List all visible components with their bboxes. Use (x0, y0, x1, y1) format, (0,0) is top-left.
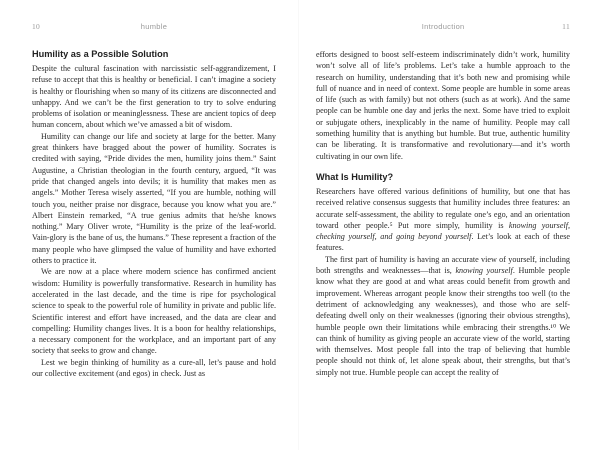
right-page-number: 11 (562, 22, 570, 31)
left-running-header (32, 22, 276, 31)
paragraph: Despite the cultural fascination with narcissistic self-aggrandizement, I refuse to accept that this is healthy or beneficial. I can’t imagine a society is healthy or flourishing when so many of its citizens are disconnected and unhappy. And we can’t be the first generation to try to solve enduring problems of isolation or meaninglessness. These are ancient topics of deep human concern, about which we’ve amassed a bit of wisdom. (32, 64, 276, 130)
paragraph: efforts designed to boost self-esteem indiscriminately didn’t work, humility won’t solve all of life’s problems. Let’s take a humble approach to the research on humility, understanding that it’s both new and promising while full of nuance and in need of context. Some people are humble in some areas of life (such as with family) but not others (such as at work). And the same people can be humble one day and jerks the next. Some have tried to exploit or subjugate others, inexplicably in the name of humility. People may call something humility that is anything but humble. But true, authentic humility can be liberating. It is transformative and revolutionary—and it’s worth cultivating in our own life. (316, 50, 570, 161)
left-running-head: humble (140, 22, 168, 31)
right-page (306, 0, 600, 450)
section-heading-solution: Humility as a Possible Solution (32, 49, 169, 59)
right-running-header (316, 22, 570, 31)
text-run: . Humble people know what they are good at and what areas could benefit from growth and improvement. Whereas arrogant people know their strengths too well (to the detriment of acknowledging any weaknesses), and those who are self-defeating dwell only on their weaknesses (ignoring their obvious strengths), humble people own their limitations while embracing their strengths.¹⁰ We can think of humility as giving people an accurate view of the world, starting with themselves. Most people fall into the trap of believing that humble people should not think of, let alone speak about, their strengths, but that’s simply not true. Humble people can accept the reality of (316, 266, 570, 377)
left-page-number: 10 (32, 22, 41, 31)
paragraph: Humility can change our life and society at large for the better. Many great thinkers have bragged about the power of humility. Socrates is credited with saying, “Pride divides the men, humility joins them.” Saint Augustine, a Christian theologian in the fourth century, argued, “It was pride that changed angels into devils; it is humility that makes men as angels.” Mother Teresa wisely asserted, “If you are humble, nothing will touch you, neither praise nor disgrace, because you know what you are.” Albert Einstein remarked, “A true genius admits that he/she knows nothing.” Mary Oliver wrote, “Humility is the prize of the leaf-world. Vain-glory is the bane of us, the humans.” These represent a fraction of the many people who have glimpsed the value of humility and have exhorted others to practice it. (32, 131, 276, 266)
section-heading-what-is-humility: What Is Humility? (316, 171, 394, 182)
paragraph: Lest we begin thinking of humility as a cure-all, let’s pause and hold our collective excitement (and egos) in check. Just as (32, 357, 276, 379)
paragraph: We are now at a place where modern science has confirmed ancient wisdom: Humility is powerfully transformative. Research in humility has accelerated in the last decade, and the time is ripe for psychological science to speak to the powerful role of humility in private and public life. Scientific interest and effort have increased, and the data are clear and compelling: Humility changes lives. It is a boon for healthy relationships, a necessary component for the workplace, and an important part of any society that seeks to grow and change. (32, 267, 276, 356)
paragraph-definition (316, 186, 570, 254)
text-run: Researchers have offered various definitions of humility, but one that has received relative consensus suggests that humility includes three features: an accurate self-assessment, the ability to regulate one’s ego, and an orientation toward other people.⁵ Put more simply, humility is (316, 186, 570, 230)
paragraph-knowing-yourself (316, 254, 570, 378)
left-page (0, 0, 288, 450)
emphasis: knowing yourself (455, 266, 513, 276)
text-run: . Let’s look at each of these features. (316, 232, 570, 253)
gutter (298, 0, 299, 450)
text-run: The first part of humility is having an accurate view of yourself, including both strengths and weaknesses—that is, (316, 254, 570, 276)
emphasis: knowing yourself, checking yourself, and going beyond yourself (316, 220, 570, 242)
right-running-head: Introduction (421, 22, 465, 31)
